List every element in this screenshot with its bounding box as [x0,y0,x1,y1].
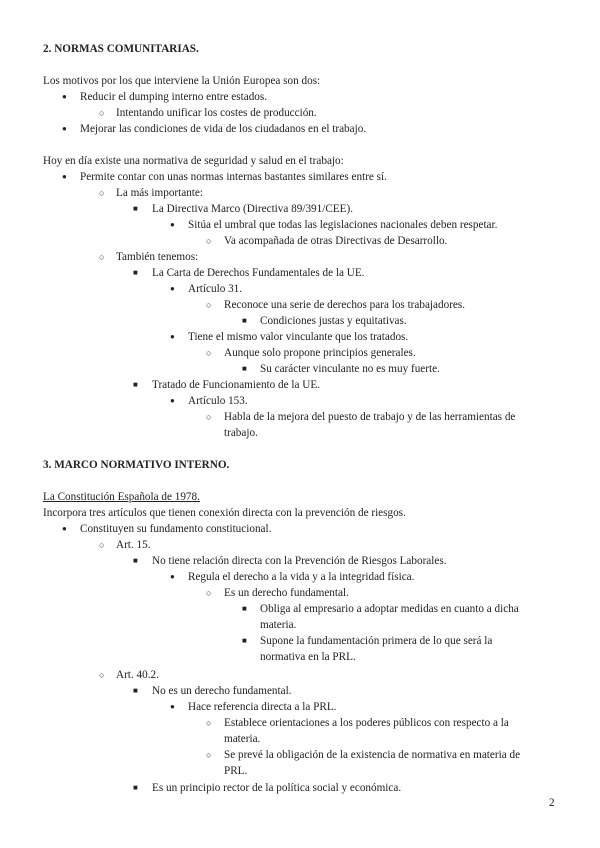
list-item: Obliga al empresario a adoptar medidas en cuanto a dicha [260,603,519,615]
page-number: 2 [549,797,555,809]
list-item: Sitúa el umbral que todas las legislaciones nacionales deben respetar. [188,219,498,231]
paragraph-intro-articulos: Incorpora tres artículos que tienen conexión directa con la prevención de riesgos. [43,507,406,519]
list-item: Establece orientaciones a los poderes públicos con respecto a la [224,717,509,729]
list-item: La Carta de Derechos Fundamentales de la UE. [152,267,365,279]
bullet-disc-icon: ● [170,702,175,711]
bullet-circle-icon: ○ [99,188,105,198]
list-item: La más importante: [116,187,203,199]
bullet-disc-icon: ● [170,220,175,229]
list-item: Aunque solo propone principios generales. [224,347,416,359]
bullet-disc-icon: ● [170,284,175,293]
list-item: Habla de la mejora del puesto de trabajo y de las herramientas de [224,411,516,423]
bullet-circle-icon: ○ [99,252,105,262]
list-item: También tenemos: [116,251,199,263]
subheading-constitucion: La Constitución Española de 1978. [43,491,200,503]
bullet-disc-icon: ● [170,332,175,341]
list-item: Es un derecho fundamental. [224,587,349,599]
section-heading-marco-normativo: 3. MARCO NORMATIVO INTERNO. [43,459,230,471]
list-item: Artículo 31. [188,283,243,295]
list-item: Supone la fundamentación primera de lo que será la [260,635,493,647]
list-item: Mejorar las condiciones de vida de los ciudadanos en el trabajo. [80,123,367,135]
list-item: Constituyen su fundamento constitucional. [80,523,272,535]
list-item: Es un principio rector de la política social y económica. [152,782,402,794]
bullet-circle-icon: ○ [99,108,105,118]
bullet-circle-icon: ○ [206,348,212,358]
list-item: Hace referencia directa a la PRL. [188,701,337,713]
list-item-continuation: normativa en la PRL. [260,651,356,663]
list-item: Tiene el mismo valor vinculante que los tratados. [188,331,409,343]
bullet-circle-icon: ○ [206,588,212,598]
bullet-disc-icon: ● [62,524,67,533]
bullet-square-icon: ■ [133,204,138,213]
list-item: Art. 15. [116,539,151,551]
list-item-continuation: materia. [224,733,261,745]
bullet-circle-icon: ○ [206,750,212,760]
bullet-circle-icon: ○ [206,412,212,422]
list-item: No es un derecho fundamental. [152,685,292,697]
bullet-disc-icon: ● [170,396,175,405]
bullet-disc-icon: ● [62,92,67,101]
bullet-square-icon: ■ [133,556,138,565]
bullet-square-icon: ■ [242,604,247,613]
bullet-disc-icon: ● [62,172,67,181]
paragraph-intro-normativa: Hoy en día existe una normativa de seguridad y salud en el trabajo: [43,155,344,167]
list-item: Permite contar con unas normas internas bastantes similares entre sí. [80,171,387,183]
list-item: Su carácter vinculante no es muy fuerte. [260,363,440,375]
list-item: Intentando unificar los costes de producción. [116,107,317,119]
list-item-continuation: trabajo. [224,427,258,439]
paragraph-intro-motivos: Los motivos por los que interviene la Unión Europea son dos: [43,75,321,87]
bullet-square-icon: ■ [242,316,247,325]
list-item: Reconoce una serie de derechos para los trabajadores. [224,299,466,311]
list-item: Se prevé la obligación de la existencia de normativa en materia de [224,749,521,761]
list-item: Va acompañada de otras Directivas de Desarrollo. [224,235,448,247]
list-item: Artículo 153. [188,395,248,407]
bullet-circle-icon: ○ [99,670,105,680]
bullet-square-icon: ■ [242,364,247,373]
bullet-square-icon: ■ [133,268,138,277]
list-item: Art. 40.2. [116,669,159,681]
bullet-square-icon: ■ [242,636,247,645]
bullet-circle-icon: ○ [206,718,212,728]
list-item: Condiciones justas y equitativas. [260,315,407,327]
bullet-square-icon: ■ [133,380,138,389]
list-item-continuation: PRL. [224,765,248,777]
bullet-square-icon: ■ [133,783,138,792]
bullet-square-icon: ■ [133,686,138,695]
list-item: No tiene relación directa con la Prevención de Riesgos Laborales. [152,555,447,567]
list-item-continuation: materia. [260,619,297,631]
section-heading-normas-comunitarias: 2. NORMAS COMUNITARIAS. [43,43,199,55]
bullet-disc-icon: ● [170,572,175,581]
list-item: Tratado de Funcionamiento de la UE. [152,379,320,391]
bullet-circle-icon: ○ [99,540,105,550]
list-item: Regula el derecho a la vida y a la integridad física. [188,571,415,583]
list-item: Reducir el dumping interno entre estados. [80,91,268,103]
bullet-disc-icon: ● [62,124,67,133]
bullet-circle-icon: ○ [206,300,212,310]
list-item: La Directiva Marco (Directiva 89/391/CEE). [152,203,353,215]
bullet-circle-icon: ○ [206,236,212,246]
